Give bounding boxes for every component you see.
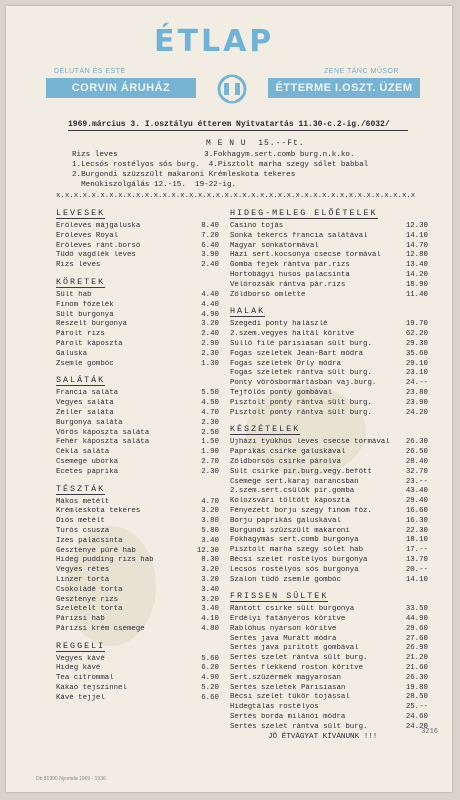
menu-item-price: 19.70: [405, 320, 428, 329]
menu-item-name: Zeller saláta: [56, 408, 114, 417]
menu-item-price: 1.90: [201, 448, 219, 457]
menu-item: [56, 448, 219, 458]
menu-item: [56, 261, 219, 271]
menu-item-price: 29.40: [405, 497, 428, 506]
menu-item-name: Sonka tekercs francia salátával: [230, 231, 368, 240]
menu-item: [230, 644, 428, 654]
menu-item-name: Vegyes kávé: [56, 654, 105, 663]
menu-item: [56, 360, 219, 370]
menu-item: [230, 576, 428, 586]
menu-item-name: Mákos metélt: [56, 497, 110, 506]
menu-sheet: [6, 6, 452, 792]
menu-item: [230, 360, 428, 370]
menu-item-price: 3.40: [201, 536, 219, 545]
menu-item: [230, 713, 428, 723]
menu-item-name: Párolt káposzta: [56, 339, 123, 348]
menu-item-name: Sertés borda milánói módra: [230, 713, 346, 722]
menu-item-name: Párolt rizs: [56, 330, 105, 339]
menu-item: [56, 438, 219, 448]
section-title: LEVESEK: [56, 208, 106, 218]
menu-item: [230, 271, 428, 281]
header-right-tag: ZENE TÁNC MŰSOR: [324, 68, 400, 75]
menu-item-name: Gesztenye püré hab: [56, 546, 136, 555]
menu-item-name: Hortobágyi husos palacsinta: [230, 270, 350, 279]
menu-item-price: 12.30: [405, 222, 428, 230]
menu-item-name: Párizsi hab: [56, 615, 105, 624]
menu-line: Rizs leves 3.Fokhagym.sert.comb burg.n.k.ko.: [72, 151, 355, 159]
menu-item-name: Erőleves májgaluska: [56, 222, 141, 230]
menu-item-price: 4.70: [201, 408, 219, 417]
menu-item-price: 5.50: [201, 389, 219, 398]
menu-item: [56, 429, 219, 439]
menu-item: [56, 694, 219, 704]
menu-item-name: Sertés flekkend roston köritve: [230, 664, 364, 673]
section-title: TÉSZTÁK: [56, 483, 106, 494]
menu-item-name: Tüdő vagdlék leves: [56, 251, 136, 260]
menu-item: [56, 458, 219, 468]
menu-item-price: 12.30: [196, 546, 219, 555]
menu-item-name: Sertés szeletek Párisiasan: [230, 683, 346, 692]
menu-item-name: Sült burgonya: [56, 310, 114, 319]
menu-item-name: Házi sert.kocsonya csecse tormával: [230, 251, 381, 260]
header-right-band: ÉTTERME I.OSZT. ÜZEM: [268, 78, 420, 98]
menu-item-price: 4.40: [201, 290, 219, 299]
menu-item-name: Rablóhus nyárson köritve: [230, 624, 337, 633]
menu-item-price: 6.40: [201, 241, 219, 250]
menu-item: [230, 703, 428, 713]
menu-item-name: Ujházi tyúkhús leves csecse tormával: [230, 438, 390, 447]
menu-item: [230, 261, 428, 271]
section-title: HIDEG-MELEG ELŐÉTELEK: [230, 208, 378, 218]
menu-item-name: Bécsi szelet rostélyos burgonya: [230, 555, 368, 564]
menu-item-name: Kolozsvári töltött káposzta: [230, 497, 350, 506]
closing-note: JÓ ÉTVÁGYAT KÍVÁNUNK !!!: [268, 733, 378, 741]
menu-item-name: Sertés szelet rántva sült burg.: [230, 722, 368, 731]
date-line: 1969.március 3. I.osztályu étterem Nyitvatartás 11.30-c.2-ig./6032/: [68, 120, 390, 129]
menu-item-name: Sült csirke pir.burg.vegy.befőtt: [230, 467, 372, 476]
menu-item-price: 2.90: [201, 339, 219, 348]
menu-item-name: Velőrozsák rántva pár.rizs: [230, 280, 346, 289]
menu-item-name: Csokoládé torta: [56, 585, 123, 594]
menu-item: [230, 507, 428, 517]
menu-item: [230, 448, 428, 458]
header-left-band: CORVIN ÁRUHÁZ: [46, 78, 196, 98]
menu-item-price: 2.70: [201, 457, 219, 466]
menu-item-price: 29.30: [405, 339, 428, 348]
menu-item-price: 4.10: [201, 615, 219, 624]
menu-item-price: 29.10: [405, 359, 428, 368]
menu-item-name: Gomba fejek rántva pár.rizs: [230, 261, 350, 270]
menu-item-name: Burgonya saláta: [56, 418, 123, 427]
menu-item-name: Fogas szeletek Orly módra: [230, 359, 341, 368]
menu-item-price: 3.20: [201, 566, 219, 575]
menu-item: [230, 497, 428, 507]
menu-item-price: 24.--: [405, 379, 428, 388]
menu-item-name: Szalon tüdő zsemle gombóc: [230, 575, 341, 584]
menu-item-price: 11.40: [405, 290, 428, 299]
menu-item: [230, 291, 428, 301]
menu-item-price: 24.20: [405, 408, 428, 417]
menu-item-name: Fokhagymás sert.comb burgonya: [230, 536, 359, 545]
menu-item-name: Gesztenye rizs: [56, 595, 119, 604]
menu-item-price: 2.30: [201, 418, 219, 427]
section-title: SALÁTÁK: [56, 375, 106, 386]
menu-item-name: Galuska: [56, 349, 88, 358]
menu-item-price: 33.50: [405, 605, 428, 614]
menu-item-name: Sült hab: [56, 290, 92, 299]
menu-item: [56, 507, 219, 517]
menu-item-price: 23.80: [405, 388, 428, 397]
menu-item-name: Erőleves ránt.borsó: [56, 241, 141, 250]
menu-item-price: 5.60: [201, 654, 219, 663]
menu-item-name: Krémleskota tekeres: [56, 507, 141, 516]
menu-item: [56, 222, 219, 232]
menu-item-price: 19.80: [405, 683, 428, 692]
menu-item: [56, 684, 219, 694]
menu-item-name: Fehér káposzta saláta: [56, 438, 150, 447]
menu-item: [56, 625, 219, 635]
menu-item-name: Ponty vörösbormártásban vaj.burg.: [230, 379, 377, 388]
menu-item-price: 8.40: [201, 222, 219, 230]
menu-item-price: 14.20: [405, 270, 428, 279]
menu-item-price: 7.20: [201, 231, 219, 240]
menu-item: [56, 498, 219, 508]
menu-item-price: 3.20: [201, 575, 219, 584]
menu-item: [230, 242, 428, 252]
menu-item-name: Tea citrommal: [56, 674, 114, 683]
menu-item-name: Izes palacsinta: [56, 536, 123, 545]
menu-item: [230, 625, 428, 635]
menu-item: [230, 478, 428, 488]
menu-item-name: Süllő filé párisiasan sült burg.: [230, 339, 372, 348]
section-title: KÖRETEK: [56, 276, 106, 287]
menu-item: [230, 684, 428, 694]
right-column: [230, 202, 428, 733]
menu-item-price: 16.30: [405, 516, 428, 525]
menu-item-name: Erőleves Royal: [56, 231, 119, 240]
menu-item-price: 6.20: [201, 664, 219, 673]
menu-item-price: 14.10: [405, 575, 428, 584]
menu-item: [56, 674, 219, 684]
menu-item: [230, 546, 428, 556]
menu-item-name: Csemege sert.karaj narancsban: [230, 477, 359, 486]
menu-item-name: Linzer torta: [56, 575, 110, 584]
menu-item-price: 13.70: [405, 555, 428, 564]
menu-item-name: Vörös káposzta saláta: [56, 428, 150, 437]
menu-item-name: 2.szem.sert.csülök pir.gomba: [230, 487, 355, 496]
menu-item-price: 29.60: [405, 624, 428, 633]
menu-item: [230, 693, 428, 703]
menu-item-name: Párizsi krém csemege: [56, 624, 145, 633]
left-column: [56, 202, 219, 704]
menu-item: [56, 409, 219, 419]
menu-item-price: 1.50: [201, 438, 219, 447]
menu-item: [56, 547, 219, 557]
menu-item-name: Lecsós rostélyos sós burgonya: [230, 565, 359, 574]
menu-item: [230, 487, 428, 497]
menu-item: [56, 419, 219, 429]
menu-item-name: Zöldborsó omlette: [230, 290, 306, 299]
menu-item: [230, 340, 428, 350]
menu-item-name: Finom főzelék: [56, 300, 114, 309]
menu-item: [56, 468, 219, 478]
menu-item: [230, 350, 428, 360]
menu-item-price: 32.70: [405, 467, 428, 476]
menu-item: [56, 655, 219, 665]
menu-header: [6, 6, 452, 116]
menu-line: Menükiszolgálás 12.-15. 19-22-ig.: [72, 181, 237, 189]
header-left-tag: DÉLUTÁN ÉS ESTE: [54, 68, 126, 75]
menu-item-price: 43.40: [405, 487, 428, 496]
menu-item: [230, 232, 428, 242]
menu-item-price: 16.60: [405, 506, 428, 515]
menu-item: [230, 635, 428, 645]
menu-item: [56, 242, 219, 252]
menu-item-price: 4.70: [201, 497, 219, 506]
menu-line: 1.Lecsós rostélyos sós burg. 4.Pisztolt marha szegy sólet babbal: [72, 161, 369, 169]
menu-item-price: 4.40: [201, 300, 219, 309]
menu-item-price: 26.50: [405, 448, 428, 457]
corvin-emblem-icon: [210, 74, 254, 104]
menu-item: [230, 664, 428, 674]
menu-item-price: 27.60: [405, 634, 428, 643]
menu-item-name: Sertés java pirított gombával: [230, 644, 359, 653]
menu-item: [230, 536, 428, 546]
menu-item-price: 2.50: [201, 428, 219, 437]
menu-item-name: Kakaó tejszínnel: [56, 684, 127, 693]
menu-item: [230, 222, 428, 232]
menu-item-price: 5.20: [201, 684, 219, 693]
menu-item-name: Pisztolt ponty rántva sült burg.: [230, 398, 372, 407]
menu-item-price: 17.--: [405, 546, 428, 555]
menu-item-name: Borju paprikás galuskával: [230, 516, 341, 525]
menu-item-price: 25.--: [405, 703, 428, 712]
menu-item-name: Hideg pudding rizs hab: [56, 556, 154, 565]
menu-item-price: 6.60: [201, 693, 219, 702]
menu-item: [56, 232, 219, 242]
menu-item: [56, 350, 219, 360]
menu-item: [56, 340, 219, 350]
menu-item-price: 4.90: [201, 310, 219, 319]
menu-item-name: Rizs leves: [56, 261, 101, 270]
menu-item-price: 3.90: [201, 251, 219, 260]
menu-item-name: Casino tojás: [230, 222, 284, 230]
menu-item: [56, 537, 219, 547]
menu-item-name: Bécsi szelet tükör tojással: [230, 693, 350, 702]
menu-item: [56, 399, 219, 409]
menu-item-price: 14.10: [405, 231, 428, 240]
menu-item-price: 21.20: [405, 654, 428, 663]
menu-item-name: Burgundi szüzszült makaroni: [230, 526, 350, 535]
menu-item: [230, 389, 428, 399]
menu-item-name: Cékla saláta: [56, 448, 110, 457]
menu-item-name: Rántott csirke sült burgonya: [230, 605, 355, 614]
menu-item-name: Reszelt burgonya: [56, 320, 127, 329]
menu-item-price: 4.90: [201, 674, 219, 683]
menu-item-name: Fogas szeletek rántva sült burg.: [230, 369, 372, 378]
menu-item-name: Fogas szeletek Jean-Bart módra: [230, 349, 364, 358]
menu-item-price: 3.40: [201, 605, 219, 614]
menu-item: [56, 566, 219, 576]
menu-item-price: 3.40: [201, 585, 219, 594]
menu-item: [230, 566, 428, 576]
menu-item-price: 23.90: [405, 398, 428, 407]
menu-item: [230, 330, 428, 340]
menu-heading: M E N U 15.--Ft.: [206, 139, 305, 148]
menu-item-price: 2.30: [201, 467, 219, 476]
menu-item-price: 21.60: [405, 664, 428, 673]
menu-item-price: 22.30: [405, 526, 428, 535]
menu-item: [56, 527, 219, 537]
menu-item-price: 4.80: [201, 624, 219, 633]
menu-item-name: 2.szem.vegyes haltál köritve: [230, 330, 355, 339]
menu-item: [230, 369, 428, 379]
menu-item-name: Turós csusza: [56, 526, 110, 535]
menu-item: [230, 468, 428, 478]
menu-item-name: Erdélyi fatányéros köritve: [230, 615, 346, 624]
menu-item-price: 18.90: [405, 280, 428, 289]
menu-item-name: Sertés java Murátt módra: [230, 634, 337, 643]
menu-item: [56, 311, 219, 321]
menu-item-price: 3.20: [201, 595, 219, 604]
menu-item-name: Kávé tejjel: [56, 693, 105, 702]
menu-item-price: 35.60: [405, 349, 428, 358]
menu-item-price: 28.40: [405, 457, 428, 466]
menu-item-price: 3.80: [201, 517, 219, 526]
menu-item: [230, 320, 428, 330]
menu-item: [230, 281, 428, 291]
menu-item-price: 23.10: [405, 369, 428, 378]
menu-item-name: Szeletelt torta: [56, 605, 123, 614]
menu-item-name: Zöldborsós csirke párolva: [230, 457, 341, 466]
menu-item-name: Sertés szelet rántva sült burg.: [230, 654, 368, 663]
menu-item-price: 13.40: [405, 261, 428, 270]
menu-item-name: Hidegtálas rostélyos: [230, 703, 319, 712]
menu-title: ÉTLAP: [154, 24, 275, 59]
section-title: KÉSZÉTELEK: [230, 424, 301, 435]
menu-item: [56, 251, 219, 261]
menu-item-price: 26.90: [405, 644, 428, 653]
menu-item: [56, 576, 219, 586]
menu-item: [230, 605, 428, 615]
menu-item-name: Diós metélt: [56, 517, 105, 526]
menu-line: 2.Burgondi szüzszült makaroni Krémleskota tekeres: [72, 171, 296, 179]
menu-item-price: 28.50: [405, 693, 428, 702]
menu-item: [56, 605, 219, 615]
menu-item-price: 24.20: [405, 722, 428, 731]
menu-item-price: 3.20: [201, 320, 219, 329]
menu-item-name: Vegyes rétes: [56, 566, 110, 575]
menu-item-price: 12.80: [405, 251, 428, 260]
menu-item: [230, 527, 428, 537]
menu-item: [230, 654, 428, 664]
section-title: REGGELI: [56, 640, 106, 651]
menu-item-price: 18.10: [405, 536, 428, 545]
menu-item-name: Zsemle gombóc: [56, 359, 114, 368]
menu-item-name: Vegyes saláta: [56, 399, 114, 408]
printer-footer: Db 81990 Nyomda 1969 - 1936: [36, 776, 106, 782]
menu-item-price: 26.30: [405, 673, 428, 682]
menu-item: [230, 251, 428, 261]
menu-item-name: Sert.szüzérmék magyarosan: [230, 673, 341, 682]
menu-item: [230, 399, 428, 409]
menu-item: [56, 517, 219, 527]
menu-item-price: 2.40: [201, 261, 219, 270]
menu-item: [230, 438, 428, 448]
menu-item: [230, 409, 428, 419]
menu-item-price: 14.70: [405, 241, 428, 250]
menu-item-price: 5.80: [201, 526, 219, 535]
menu-item: [230, 615, 428, 625]
menu-item: [230, 517, 428, 527]
menu-item-price: 20.--: [405, 565, 428, 574]
menu-item: [230, 458, 428, 468]
menu-item-price: 62.20: [405, 330, 428, 339]
menu-item: [230, 379, 428, 389]
menu-item: [230, 674, 428, 684]
menu-item-name: Pisztolt marha szegy sólet hab: [230, 546, 364, 555]
menu-item: [230, 556, 428, 566]
menu-item: [56, 330, 219, 340]
menu-item-name: Pisztolt ponty rántva sült burg.: [230, 408, 372, 417]
menu-item-price: 44.90: [405, 615, 428, 624]
menu-item: [56, 664, 219, 674]
menu-item-price: 3.20: [201, 507, 219, 516]
menu-item-name: Szegedi ponty halászlé: [230, 320, 328, 329]
menu-item: [56, 586, 219, 596]
menu-item: [56, 301, 219, 311]
menu-item: [56, 556, 219, 566]
section-title: FRISSEN SÜLTEK: [230, 591, 329, 602]
menu-item: [56, 291, 219, 301]
menu-item-name: Tejfölös ponty gombával: [230, 388, 333, 397]
menu-item-price: 2.30: [201, 349, 219, 358]
menu-item-name: Magyar sonkatormával: [230, 241, 319, 250]
menu-item-name: Csemege uborka: [56, 457, 119, 466]
menu-item-price: 4.50: [201, 399, 219, 408]
section-title: HALAK: [230, 306, 266, 317]
menu-item: [56, 389, 219, 399]
menu-item: [56, 320, 219, 330]
menu-item-price: 2.40: [201, 330, 219, 339]
menu-item-name: Fényezett borju szegy finom főz.: [230, 506, 372, 515]
menu-item-price: 24.60: [405, 713, 428, 722]
menu-item: [56, 596, 219, 606]
corner-code: 3216: [421, 728, 438, 736]
menu-item-name: Paprikás csirke galuskával: [230, 448, 346, 457]
menu-item-name: Ecetes paprika: [56, 467, 119, 476]
menu-item-price: 23.--: [405, 477, 428, 486]
menu-item-price: 8.30: [201, 556, 219, 565]
menu-item-name: Francia saláta: [56, 389, 119, 398]
x-separator: x.x.x.x.x.x.x.x.x.x.x.x.x.x.x.x.x.x.x.x.x.x.x.x.x.x.x.x.x.x.x.x.x.x.x.x.x.x.x.x.x: [56, 192, 416, 200]
menu-item-price: 1.30: [201, 359, 219, 368]
menu-item: [56, 615, 219, 625]
menu-item-name: Hideg kávé: [56, 664, 101, 673]
menu-item-price: 26.30: [405, 438, 428, 447]
date-underline: [68, 130, 408, 131]
